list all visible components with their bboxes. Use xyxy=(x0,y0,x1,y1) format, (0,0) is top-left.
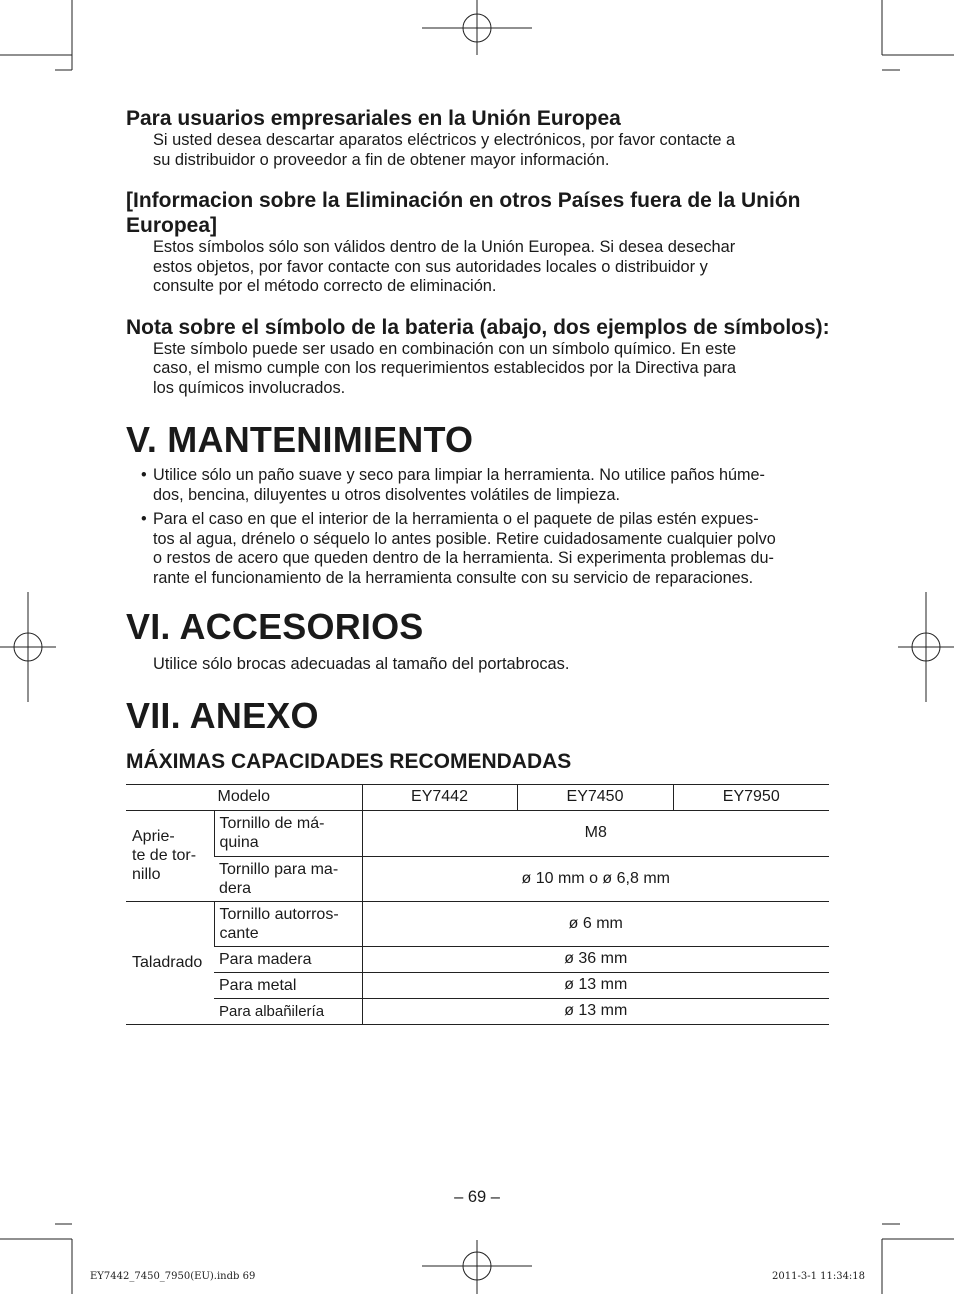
table-row xyxy=(126,901,829,946)
row-group-label: Aprie- te de tor- nillo xyxy=(126,810,214,901)
section-heading: Nota sobre el símbolo de la bateria (abajo, dos ejemplos de símbolos): xyxy=(126,315,830,339)
section-battery-symbol xyxy=(126,315,830,399)
list-item: • Para el caso en que el interior de la herramienta o el paquete de pilas estén expues- tos al agua, drénelo o séquelo lo antes posible. Retire cuidadosamente cualquier polvo o restos de acero que queden dentro de la herramienta. Si experimenta problemas du- rante el funcionamiento de la herramienta consulte con su servicio de reparaciones. xyxy=(141,510,776,587)
maintenance-list xyxy=(126,466,830,588)
row-label: Tornillo para ma- dera xyxy=(214,856,362,901)
registration-mark-top xyxy=(422,0,532,55)
table-cell: M8 xyxy=(362,810,829,856)
bullet-icon: • xyxy=(141,466,147,484)
chapter-title: V. MANTENIMIENTO xyxy=(126,419,474,460)
row-group-label: Taladrado xyxy=(126,901,214,1024)
section-annex xyxy=(126,696,830,1025)
table-cell: ø 13 mm xyxy=(362,998,829,1024)
table-cell: ø 6 mm xyxy=(362,901,829,946)
chapter-title: VII. ANEXO xyxy=(126,694,319,736)
print-slug-file: EY7442_7450_7950(EU).indb 69 xyxy=(90,1271,256,1282)
section-heading: [Informacion sobre la Eliminación en otros Países fuera de la Unión Europea] xyxy=(126,189,801,237)
table-cell: ø 36 mm xyxy=(362,946,829,972)
section-maintenance xyxy=(126,420,830,588)
section-disposal-outside-eu xyxy=(126,188,830,297)
row-label: Tornillo de má- quina xyxy=(214,810,362,856)
table-row xyxy=(126,946,829,972)
column-header: EY7450 xyxy=(517,784,673,810)
table-title: MÁXIMAS CAPACIDADES RECOMENDADAS xyxy=(126,749,572,773)
section-text: Estos símbolos sólo son válidos dentro de la Unión Europea. Si desea desechar estos objetos, por favor contacte con sus autoridades locales o distribuidor y consulte por el método correcto de eliminación. xyxy=(153,238,736,295)
row-label: Para metal xyxy=(214,972,362,998)
list-item: • Utilice sólo un paño suave y seco para limpiar la herramienta. No utilice paños húme- dos, bencina, diluyentes u otros disolventes volátiles de limpieza. xyxy=(141,466,765,504)
print-slug-date: 2011-3-1 11:34:18 xyxy=(772,1271,866,1282)
registration-mark-bottom xyxy=(422,1240,532,1294)
capacity-table xyxy=(126,784,829,1025)
section-text: Utilice sólo brocas adecuadas al tamaño del portabrocas. xyxy=(153,655,570,673)
table-row xyxy=(126,972,829,998)
section-heading: Para usuarios empresariales en la Unión Europea xyxy=(126,107,621,130)
column-header: EY7950 xyxy=(673,784,829,810)
column-header: EY7442 xyxy=(362,784,517,810)
section-business-users xyxy=(126,106,830,170)
registration-mark-left xyxy=(0,592,56,702)
row-label: Tornillo autorros- cante xyxy=(214,901,362,946)
page-number: – 69 – xyxy=(454,1188,500,1206)
section-accessories xyxy=(126,607,830,675)
table-row xyxy=(126,810,829,856)
row-label: Para madera xyxy=(214,946,362,972)
row-label: Para albañilería xyxy=(214,998,362,1024)
bullet-icon: • xyxy=(141,510,147,528)
table-cell: ø 13 mm xyxy=(362,972,829,998)
table-row xyxy=(126,998,829,1024)
section-text: Este símbolo puede ser usado en combinación con un símbolo químico. En este caso, el mismo cumple con los requerimientos establecidos por la Directiva para los químicos involucrados. xyxy=(153,339,737,397)
section-text: Si usted desea descartar aparatos eléctricos y electrónicos, por favor contacte a su distribuidor o proveedor a fin de obtener mayor información. xyxy=(153,131,736,169)
column-header: Modelo xyxy=(126,784,362,810)
table-row xyxy=(126,856,829,901)
table-cell: ø 10 mm o ø 6,8 mm xyxy=(362,856,829,901)
registration-mark-right xyxy=(898,592,954,702)
page-content xyxy=(126,106,830,1025)
table-header-row xyxy=(126,784,829,810)
chapter-title: VI. ACCESORIOS xyxy=(126,606,424,647)
